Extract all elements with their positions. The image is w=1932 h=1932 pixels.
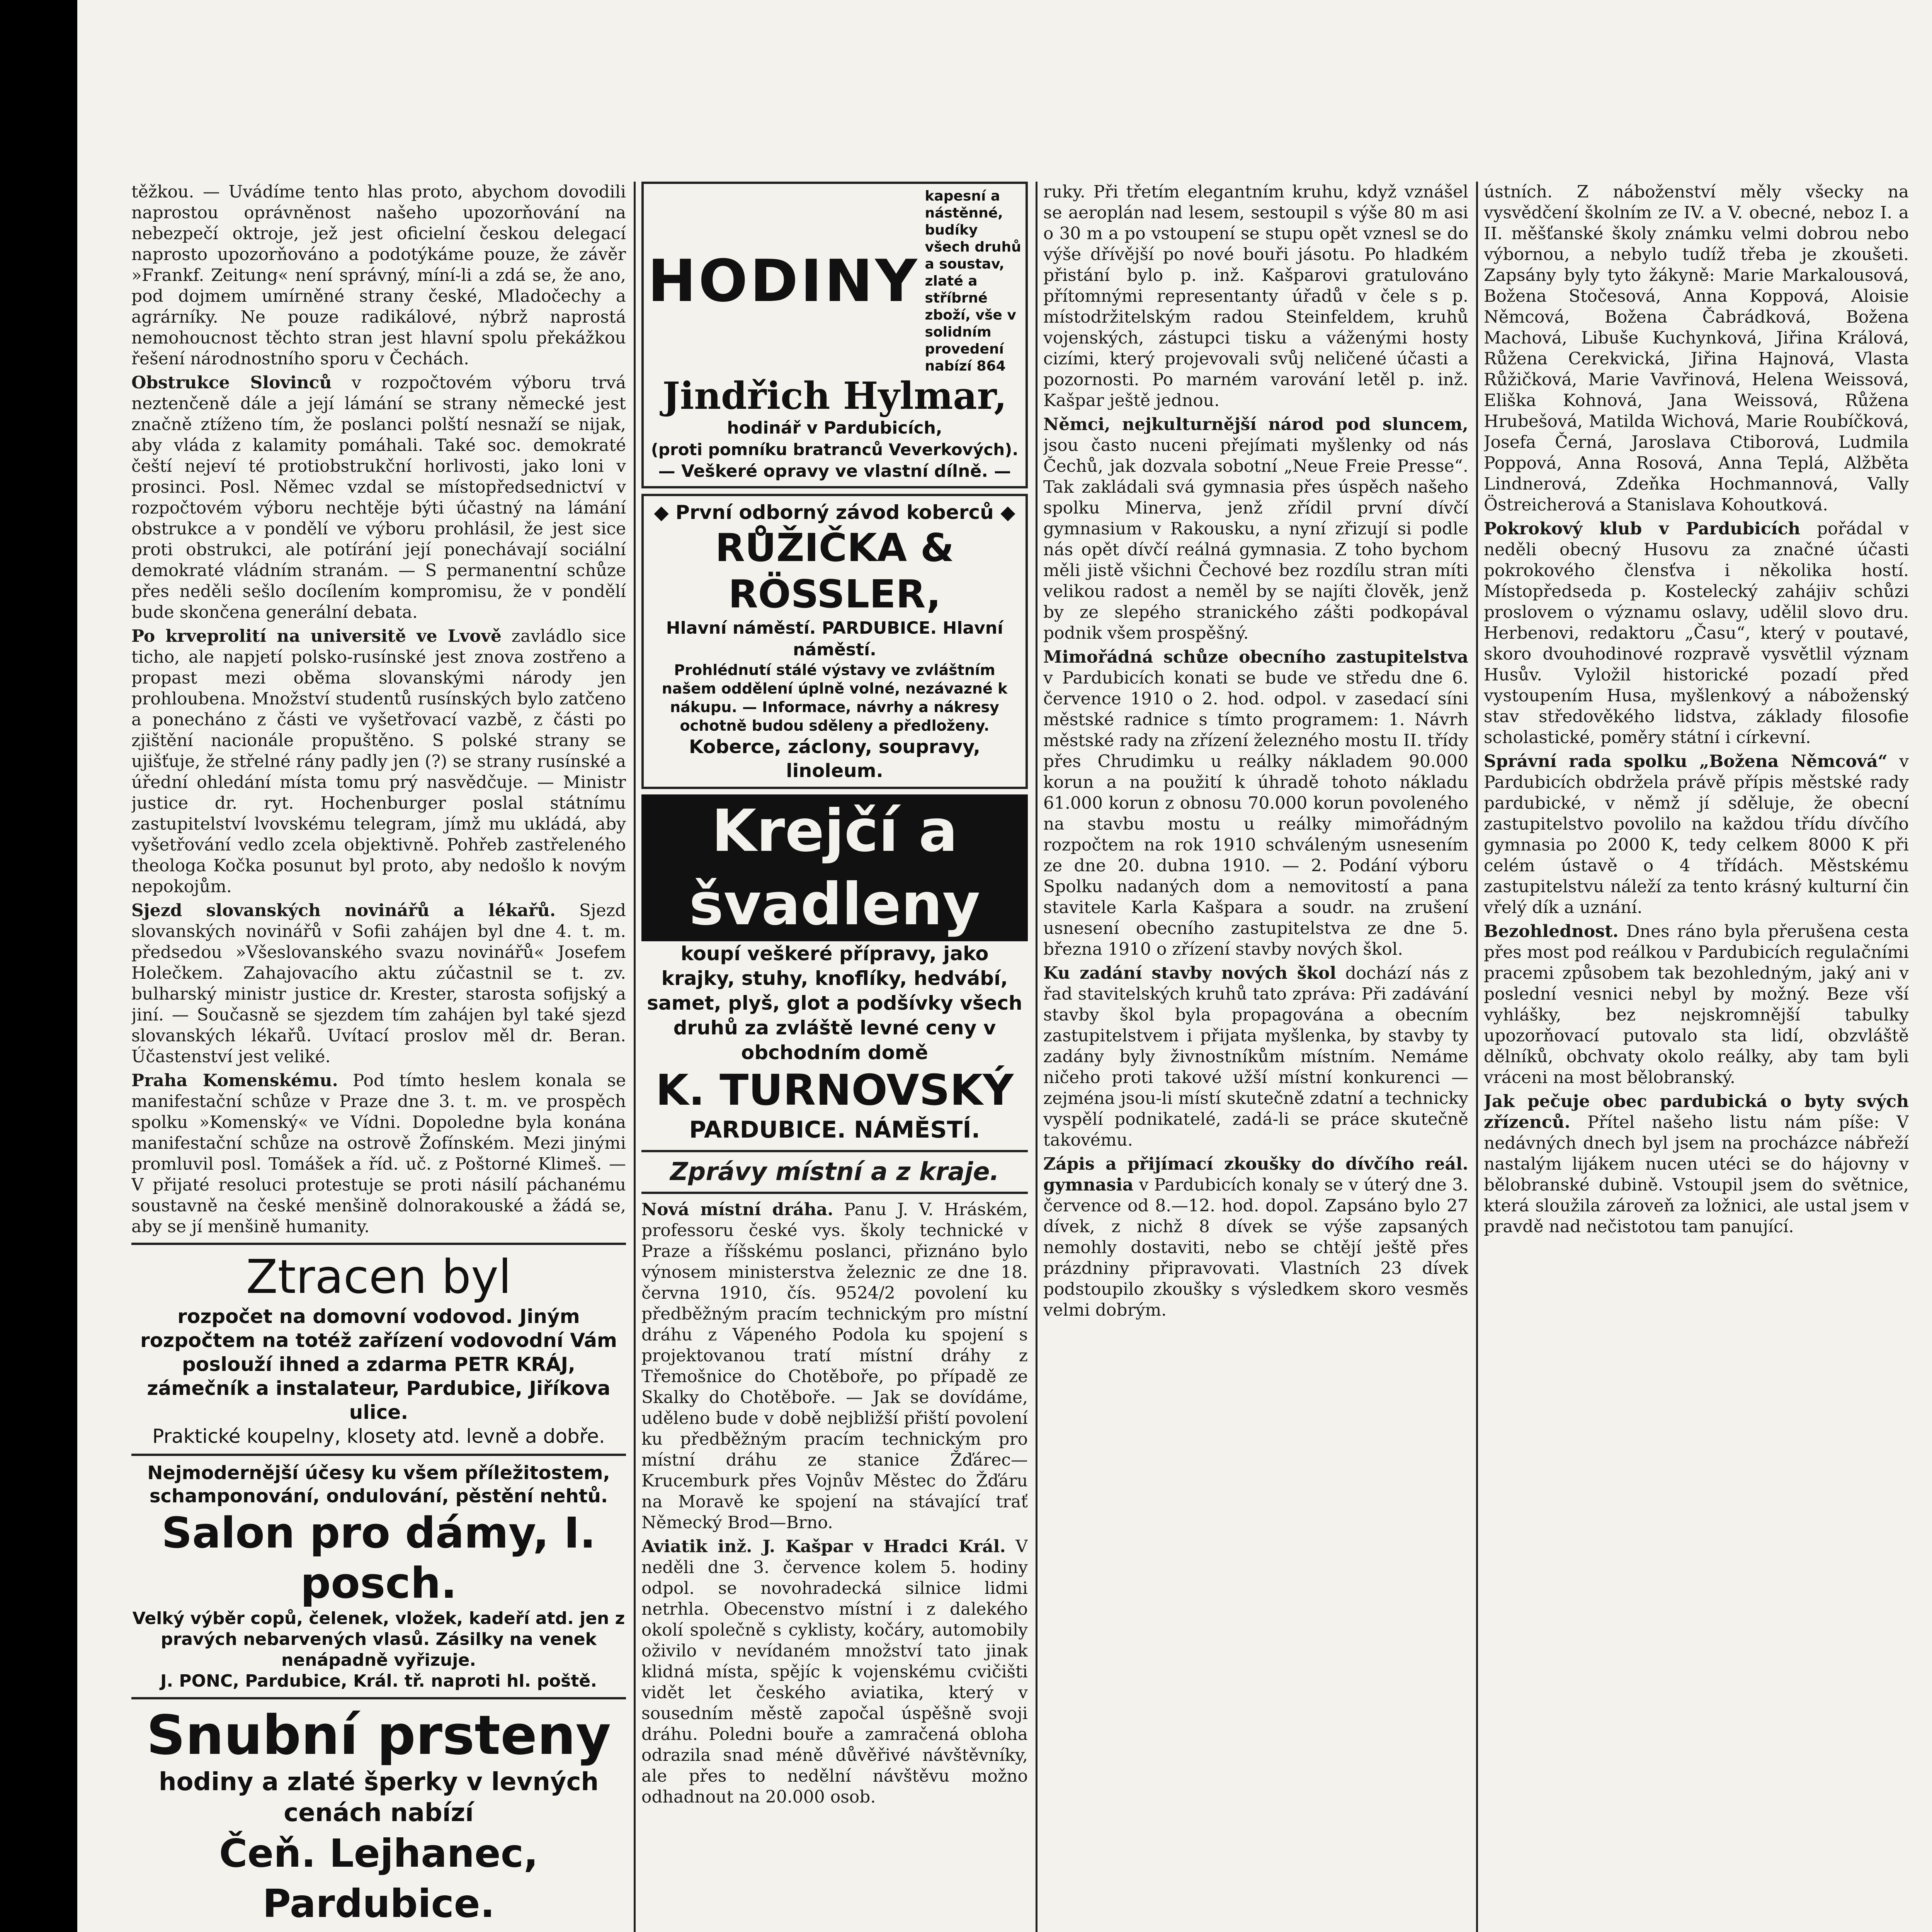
- article-heading: Mimořádná schůze obecního zastupitelstva: [1043, 647, 1468, 667]
- advert-name: K. TURNOVSKÝ: [655, 1065, 1014, 1115]
- advert-signature: Čeň. Lejhanec, Pardubice.: [219, 1831, 538, 1926]
- article-heading: Ku zadání stavby nových škol: [1043, 963, 1337, 983]
- column-2: [641, 182, 1028, 1932]
- article-text: v Pardubicích obdržela právě přípis městské rady pardubické, v němž jí sděluje, že obecní zastupitelstvo povolilo na každou třídu dívčího gymnasia po 2000 K, tedy celkem 8000 K při celém ústavě o 4 třídách. Městskému zastupitelstvu náleží za tento krásný kulturní čin vřelý dík a uznání.: [1484, 752, 1909, 917]
- article-heading: Nová místní dráha.: [641, 1200, 833, 1219]
- advert-krejci: [641, 794, 1028, 1145]
- article-paragraph: [131, 626, 626, 897]
- advert-text: PARDUBICE. NÁMĚSTÍ.: [689, 1116, 980, 1143]
- advert-text: ◆ První odborný závod koberců ◆: [654, 501, 1015, 524]
- divider: [131, 1454, 626, 1456]
- article-text: ruky. Při třetím elegantním kruhu, když vznášel se aeroplán nad lesem, sestoupil s výše 80 m asi o 30 m a po vstoupení se stupu opět vznesl se do výše dřívější po nové bouři jásotu. Po hladkém přistání bylo p. inž. Kašparovi gratulováno přítomnými representanty úřadů v čele s p. místodržitelským radou Steinfeldem, kruhů vojenských, zástupci tisku a váženými hosty cizími, který projevovali svůj neličené účasti a pozornosti. Po marném varování letěl p. inž. Kašpar ještě jednou.: [1043, 182, 1468, 410]
- article-heading: Obstrukce Slovinců: [131, 373, 332, 393]
- article-paragraph: [131, 900, 626, 1067]
- article-text: zavládlo sice ticho, ale napjetí polsko-rusínské jest znova zostřeno a propast mezi oběma slovanskými národy jen prohloubena. Množství studentů rusínských bylo zatčeno a ponecháno z části ve vyšetřovací vazbě, z části po zjištění nacionále propuštěno. S polské strany se ujišťuje, že střelné rány padly jen (?) se strany rusínské a úřední ohledání místa tomu prý nasvědčuje. — Ministr justice dr. ryt. Hochenburger poslal státnímu zastupitelství lvovskému telegram, jímž mu ukládá, aby vyšetřování vedlo zcela objektivně. Pohřeb zastřeleného theologa Kočka posunut byl proto, aby nedošlo k novým nepokojům.: [131, 626, 626, 896]
- advert-salon: [131, 1461, 626, 1692]
- article-text: V neděli dne 3. července kolem 5. hodiny odpol. se novohradecká silnice lidmi netrhla. Obecenstvo místní i z dalekého okolí společně s cyklisty, kočáry, automobily oživilo v nevídaném množství tato jinak klidná místa, spějíc k vojenskému cvičišti vidět let českého aviatika, který v sousedním městě započal úspěšně svoji dráhu. Poledni bouře a zamračená obloha odrazila snad méně důvěřivé návštěvníky, ale přes to nedělní návštěvu možno odhadnout na 20.000 osob.: [641, 1537, 1028, 1807]
- divider: [641, 1150, 1028, 1152]
- advert-text: hodinář v Pardubicích,: [727, 418, 942, 438]
- article-paragraph: [1484, 519, 1909, 748]
- divider: [131, 1243, 626, 1245]
- newspaper-page-left: [77, 0, 1932, 1932]
- column-rule: [634, 182, 636, 1932]
- article-paragraph: [1484, 751, 1909, 918]
- article-text: Dnes ráno byla přerušena cesta přes most pod reálkou v Pardubicích regulačními pracemi způsobem tak bezohledným, jaký ani v poslední vesnici nebyl by možný. Beze vší vyhlášky, bez nejskromnější tabulky upozorňovací putovalo sta lidí, obzvláště dělníků, obchvaty okolo reálky, aby tam byli vráceni na most bělobranský.: [1484, 922, 1909, 1087]
- article-heading: Správní rada spolku „Božena Němcová“: [1484, 752, 1888, 771]
- advert-title: Salon pro dámy, I. posch.: [162, 1508, 596, 1608]
- advert-text: Hlavní náměstí. PARDUBICE. Hlavní náměstí.: [666, 618, 1003, 660]
- article-text: Pod tímto heslem konala se manifestační schůze v Praze dne 3. t. m. ve prospěch spolku »Komenský« ve Vídni. Dopoledne byla konána manifestační schůze na ostrově Žofínském. Mezi jinými promluvil posl. Tomášek a říd. uč. z Poštorné Klimeš. — V přijaté resoluci protestuje se proti násilí páchanému soustavně na české menšině dolnorakouské a žádá se, aby se jí menšině humanity.: [131, 1071, 626, 1236]
- article-text: v rozpočtovém výboru trvá neztenčeně dále a její lámání se strany německé jest značně ztíženo tím, že poslanci polští nesnaží se nijak, aby vláda z kalamity pomáhali. Také soc. demokraté čeští nejeví té protiobstrukční horlivosti, jako loni v prosinci. Posl. Němec vzdal se místopředsednictví v rozpočtovém výboru nechtěje býti účastný na lámání obstrukce a v pondělí ve výboru prohlásil, že jest sice proti obstrukci, ale potírání její ponechávají sociální demokraté vládním stranám. — S permanentní schůze přes neděli sešlo docílením kompromisu, že v pondělí bude skončena generální debata.: [131, 373, 626, 622]
- section-title: Zprávy místní a z kraje.: [670, 1158, 999, 1186]
- news-block: [641, 1199, 1028, 1808]
- advert-koberce: [641, 494, 1028, 789]
- article-text: ústních. Z náboženství měly všecky na vysvědčení školním ze IV. a V. obecné, neboz I. a II. měšťanské školy známku velmi dobrou nebo výbornou, a nebylo tudíž třeba je zkoušeti. Zapsány byly tyto žákyně: Marie Markalousová, Božena Stočesová, Anna Koppová, Aloisie Němcová, Božena Čabrádková, Božena Machová, Libuše Kuchynková, Jiřina Králová, Růžena Cerekvická, Jiřina Hajnová, Vlasta Růžičková, Marie Vavřinová, Helena Weissová, Eliška Kohnová, Jana Weissová, Růžena Hrubešová, Matilda Wichová, Marie Roubíčková, Josefa Černá, Jaroslava Ctiborová, Ludmila Poppová, Anna Rosová, Anna Teplá, Alžběta Lindnerová, Zdeňka Hochmannová, Vally Östreicherová a Stanislava Kohoutková.: [1484, 182, 1909, 515]
- article-heading: Sjezd slovanských novinářů a lékařů.: [131, 901, 556, 920]
- advert-signature: J. PONC, Pardubice, Král. tř. naproti hl. poště.: [160, 1671, 597, 1691]
- article-heading: Pokrokový klub v Pardubicích: [1484, 519, 1801, 539]
- article-text: Panu J. V. Hráském, professoru české vys. školy technické v Praze a říšskému poslanci, přiznáno bylo výnosem ministerstva železnic ze dne 18. června 1910, čís. 9524/2 povolení ku předběžným pracím technickým pro místní dráhu z Vápeného Podola ku spojení s projektovanou tratí místní dráhy z Třemošnice do Chotěboře, po případě ze Skalky do Chotěboře. — Jak se dovídáme, uděleno bude v době nejbližší přiští povolení ku předběžným pracím technickým pro místní dráhu ze stanice Žďárec—Krucemburk přes Vojnův Městec do Žďáru na Moravě ke spojení na stávající trať Německý Brod—Brno.: [641, 1200, 1028, 1532]
- article-text: jsou často nuceni přejímati myšlenky od nás Čechů, jak dozvala sobotní „Neue Freie Presse“. Tak zakládali svá gymnasia přes úspěch našeho spolku Minerva, jenž zřídil první dívčí gymnasium v Rakousku, a nyní zřizují si podle nás opět dívčí reálná gymnasia. Z toho bychom měli jistě všichni Čechové bez rozdílu stran míti velikou radost a neměl by se najíti člověk, jenž by ze slepého stranického zášti podkopával podnik všem prospěšný.: [1043, 435, 1468, 643]
- article-text: v Pardubicích konaly se v úterý dne 3. července od 8.—12. hod. dopol. Zapsáno bylo 27 dívek, z nichž 8 dívek se výše zapsaných nemohly dostaviti, nebo se chtějí ještě přes prázdniny připravovati. Vlastních 23 dívek podstoupilo zkoušky s výsledkem skoro vesměs velmi dobrým.: [1043, 1175, 1468, 1320]
- advert-text: Velký výběr copů, čelenek, vložek, kadeří atd. jen z pravých nebarvených vlasů. Zásilky na venek nenápadně vyřizuje.: [132, 1609, 625, 1670]
- article-paragraph: [1043, 414, 1468, 644]
- advert-text: hodiny a zlaté šperky v levných cenách nabízí: [158, 1768, 599, 1827]
- advert-text: Praktické koupelny, klosety atd. levně a dobře.: [152, 1425, 605, 1447]
- article-text: v Pardubicích konati se bude ve středu dne 6. července 1910 o 2. hod. odpol. v zasedací síni městské radnice s tímto programem: 1. Návrh městské rady na zřízení železného mostu II. třídy přes Chrudimku u reálky nákladem 90.000 korun a na použití k úhradě tohoto nákladu 61.000 korun z obnosu 70.000 korun povoleného na stavbu mostu u reálky mimořádným rozpočtem na rok 1910 schváleným usnesením ze dne 20. dubna 1910. — 2. Podání výboru Spolku nadaných dom a nemovitostí a pana stavitele Karla Kašpara a soudr. na zrušení usnesení obecního zastupitelstva ze dne 5. března 1910 o zřízení stavby nových škol.: [1043, 668, 1468, 959]
- article-heading: Aviatik inž. J. Kašpar v Hradci Král.: [641, 1537, 1006, 1556]
- article-paragraph: [1043, 963, 1468, 1151]
- column-3: [1043, 182, 1468, 1932]
- article-heading: Po krveprolití na universitě ve Lvově: [131, 626, 502, 646]
- article-text: dochází nás z řad stavitelských kruhů tato zpráva: Při zadávání stavby škol byla propagována a obecním zastupitelstvem i přijata myšlenka, by stavby ty zadány byly živnostníkům místním. Nemáme ničeho proti takové užší místní konkurenci — zejména jsou-li místí skutečně zdatní a technicky vyspělí podnikatelé, zadá-li se práce skutečně takovému.: [1043, 963, 1468, 1150]
- article-text: Přítel našeho listu nám píše: V nedávných dnech byl jsem na procházce nábřeží nastalým lijákem nucen utéci se do hájovny v bělobranské dubině. Vstoupil jsem do světnice, která sloužila zároveň za ložnici, ale ustal jsem v pravdě nad nečistotou tam panující.: [1484, 1112, 1909, 1236]
- article-heading: Jak pečuje obec pardubická o byty svých zřízenců.: [1484, 1092, 1909, 1132]
- column-rule: [1476, 182, 1478, 1932]
- column-4: [1484, 182, 1909, 1932]
- article-heading: Praha Komenskému.: [131, 1071, 338, 1090]
- advert-text: kapesní a nástěnné, budíky všech druhů a soustav, zlaté a stříbrné zboží, vše v solidním provedení nabízí 864: [925, 188, 1021, 374]
- advert-text: koupí veškeré přípravy, jako krajky, stuhy, knoflíky, hedvábí, samet, plyš, glot a podšívky všech druhů za zvláště levné ceny v obchodním domě: [647, 942, 1022, 1064]
- advert-name: Jindřich Hylmar,: [662, 374, 1007, 418]
- advert-vodovod: [131, 1250, 626, 1448]
- advert-text: Nejmodernější účesy ku všem příležitostem, schamponování, ondulování, pěstění nehtů.: [147, 1462, 610, 1507]
- article-paragraph: [641, 1199, 1028, 1533]
- advert-snubni: [131, 1705, 626, 1929]
- advert-text: rozpočet na domovní vodovod. Jiným rozpočtem na totéž zařízení vodovodní Vám poslouží ihned a zdarma PETR KRÁJ, zámečník a instalateur, Pardubice, Jiříkova ulice.: [140, 1305, 617, 1423]
- divider: [131, 1697, 626, 1699]
- divider: [641, 1192, 1028, 1194]
- article-paragraph: [1484, 1091, 1909, 1237]
- advert-title: Krejčí a švadleny: [641, 794, 1028, 941]
- article-text: Sjezd slovanských novinářů v Sofii zahájen byl dne 4. t. m. předsedou »Všeslovanského svazu novinářů« Josefem Holečkem. Zahajovacího aktu zúčastnil se t. zv. bulharský ministr justice dr. Krester, starosta sofijský a jiní. — Současně se sjezdem tím zahájen byl také sjezd slovanských lékařů. Uvítací proslov měl dr. Beran. Účastenství jest veliké.: [131, 901, 626, 1066]
- column-1: [131, 182, 626, 1932]
- article-heading: Němci, nejkulturnější národ pod sluncem,: [1043, 415, 1468, 434]
- advert-text: Koberce, záclony, soupravy, linoleum.: [689, 736, 980, 782]
- article-paragraph: [1043, 647, 1468, 960]
- article-paragraph: [1043, 1154, 1468, 1321]
- advert-title: Snubní prsteny: [146, 1704, 611, 1767]
- article-paragraph: [131, 372, 626, 623]
- article-text: pořádal v neděli obecný Husovu za značné účasti pokrokového člensťva i několika hostí. Místopředseda p. Kostelecký zahájiv schůzi proslovem o významu oslavy, udělil slovo dru. Herbenovi, redaktoru „Času“, který v poutavé, skoro dvouhodinové rozpravě vysvětlil význam Husův. Vyložil historické pozadí před vystoupením Husa, myšlenkový a náboženský stav středověkého lidstva, základy filosofie scholastické, poměry státní i církevní.: [1484, 519, 1909, 747]
- article-paragraph: [1484, 921, 1909, 1088]
- article-paragraph: [131, 1070, 626, 1237]
- advert-title: Ztracen byl: [246, 1250, 512, 1304]
- advert-name: RŮŽIČKA & RÖSSLER,: [715, 525, 954, 617]
- article-heading: Bezohlednost.: [1484, 922, 1619, 941]
- advert-hodiny: [641, 182, 1028, 488]
- column-rule: [1036, 182, 1037, 1932]
- advert-text: — Veškeré opravy ve vlastní dílně. —: [658, 461, 1011, 481]
- advert-text: (proti pomníku bratranců Veverkových).: [651, 440, 1019, 459]
- article-text: těžkou. — Uvádíme tento hlas proto, abychom dovodili naprostou oprávněnost našeho upozorňování na nebezpečí oktroje, jež jest oficielní českou delegací naprosto upozorňováno a podotýkáme pouze, že závěr »Frankf. Zeitung« není správný, míní-li a zdá se, že ano, pod dojmem umírněné strany české, Mladočechy a agrárníky. Ne pouze radikálové, nýbrž naprostá nemohoucnost těchto stran jest hlavní spolu překážkou řešení národnostního sporu v Čechách.: [131, 182, 626, 369]
- article-heading: Zápis a přijímací zkoušky do dívčího reál. gymnasia: [1043, 1154, 1468, 1195]
- article-paragraph: [641, 1536, 1028, 1808]
- advert-text: Prohlédnutí stálé výstavy ve zvláštním našem oddělení úplně volné, nezávazné k nákupu. — Informace, návrhy a nákresy ochotně budou sděleny a předloženy.: [662, 662, 1008, 734]
- advert-title: HODINY: [648, 248, 920, 315]
